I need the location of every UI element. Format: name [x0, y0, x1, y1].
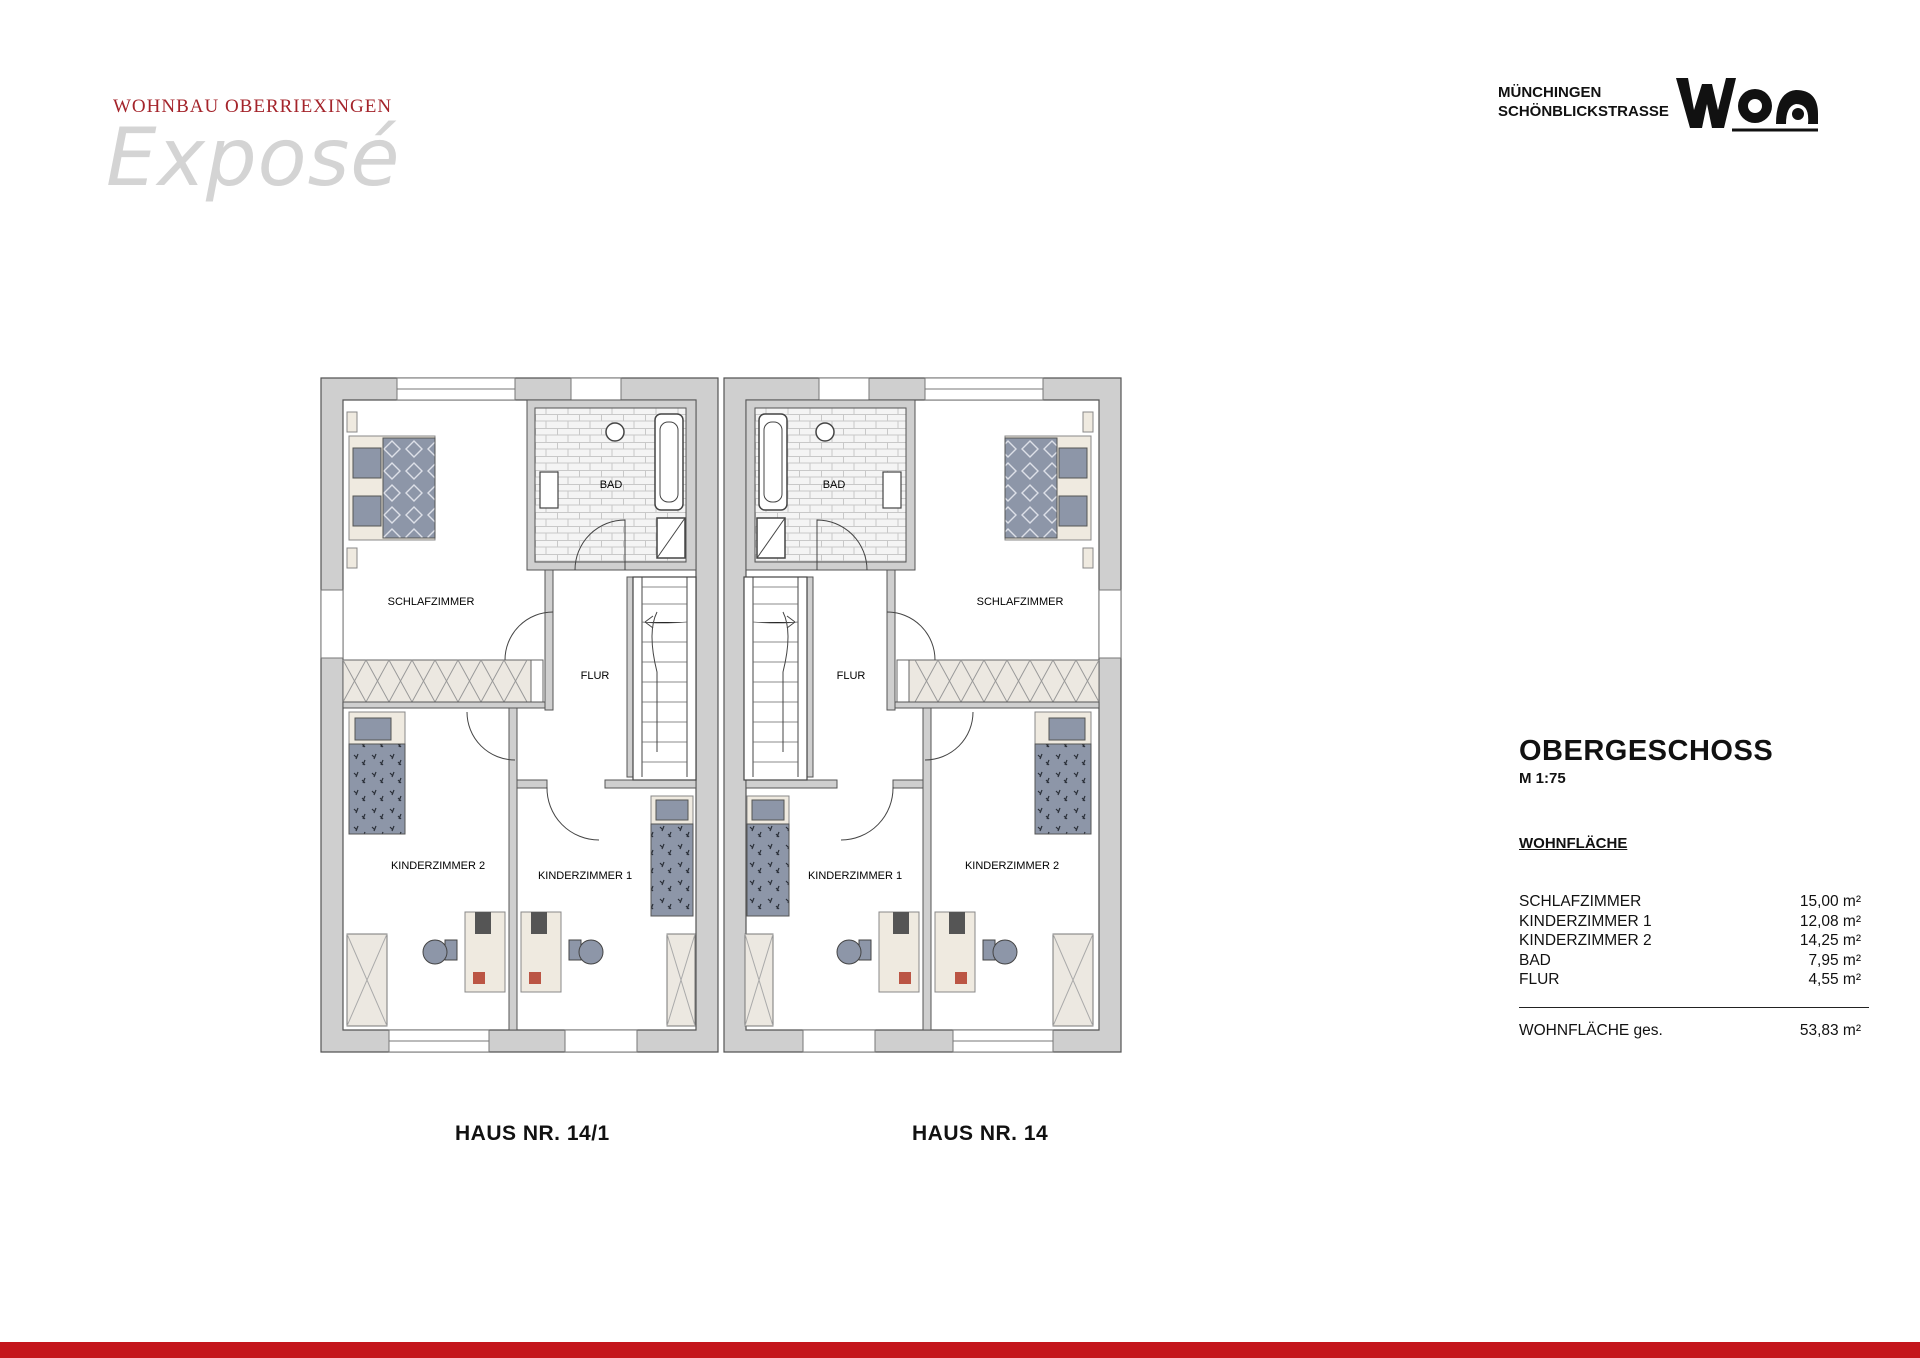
area-value: 15,00 m²: [1799, 893, 1861, 910]
area-room: KINDERZIMMER 2: [1519, 932, 1652, 949]
area-room: FLUR: [1519, 971, 1560, 988]
legend-subtitle: WOHNFLÄCHE: [1519, 835, 1628, 852]
area-room: BAD: [1519, 951, 1551, 969]
area-total-row: [1519, 1022, 1861, 1040]
room-label-schlafzimmer: SCHLAFZIMMER: [976, 596, 1064, 608]
room-label-kinderzimmer2: KINDERZIMMER 2: [964, 860, 1060, 872]
room-label-schlafzimmer: SCHLAFZIMMER: [387, 596, 475, 608]
house-label-left: HAUS NR. 14/1: [455, 1122, 610, 1145]
location: [1498, 83, 1669, 121]
area-row: [1519, 931, 1861, 951]
house-right-plan: [724, 378, 1121, 1052]
area-legend: [1519, 737, 1869, 1040]
room-label-flur: FLUR: [836, 670, 866, 682]
area-list: [1519, 892, 1869, 990]
area-value: 14,25 m²: [1799, 932, 1861, 949]
page-title: Exposé: [106, 111, 401, 204]
area-value: 4,55 m²: [1808, 971, 1861, 988]
area-value: 7,95 m²: [1808, 951, 1861, 969]
area-value: 12,08 m²: [1799, 912, 1861, 930]
legend-scale: M 1:75: [1519, 770, 1566, 787]
area-row: [1519, 970, 1861, 990]
room-label-bad: BAD: [599, 479, 623, 491]
room-label-kinderzimmer1: KINDERZIMMER 1: [537, 870, 633, 882]
location-city: MÜNCHINGEN: [1498, 84, 1602, 101]
area-total-label: WOHNFLÄCHE ges.: [1519, 1021, 1663, 1039]
room-label-kinderzimmer1: KINDERZIMMER 1: [807, 870, 903, 882]
company-logo: [1672, 74, 1822, 134]
location-street: SCHÖNBLICKSTRASSE: [1498, 103, 1669, 120]
area-row: [1519, 951, 1861, 971]
legend-divider: [1519, 1007, 1869, 1008]
legend-title: OBERGESCHOSS: [1519, 735, 1774, 767]
area-room: SCHLAFZIMMER: [1519, 893, 1642, 910]
brand-name: WOHNBAU OBERRIEXINGEN: [113, 96, 393, 117]
room-label-flur: FLUR: [580, 670, 610, 682]
area-row: [1519, 912, 1861, 932]
room-label-bad: BAD: [822, 479, 846, 491]
house-left-plan: [321, 378, 718, 1052]
house-label-right: HAUS NR. 14: [912, 1122, 1049, 1145]
area-row: [1519, 892, 1861, 912]
area-total-value: 53,83 m²: [1799, 1021, 1861, 1039]
room-label-kinderzimmer2: KINDERZIMMER 2: [390, 860, 486, 872]
area-room: KINDERZIMMER 1: [1519, 912, 1652, 930]
floor-plan: [315, 372, 1125, 1072]
footer-bar: [0, 1342, 1920, 1358]
